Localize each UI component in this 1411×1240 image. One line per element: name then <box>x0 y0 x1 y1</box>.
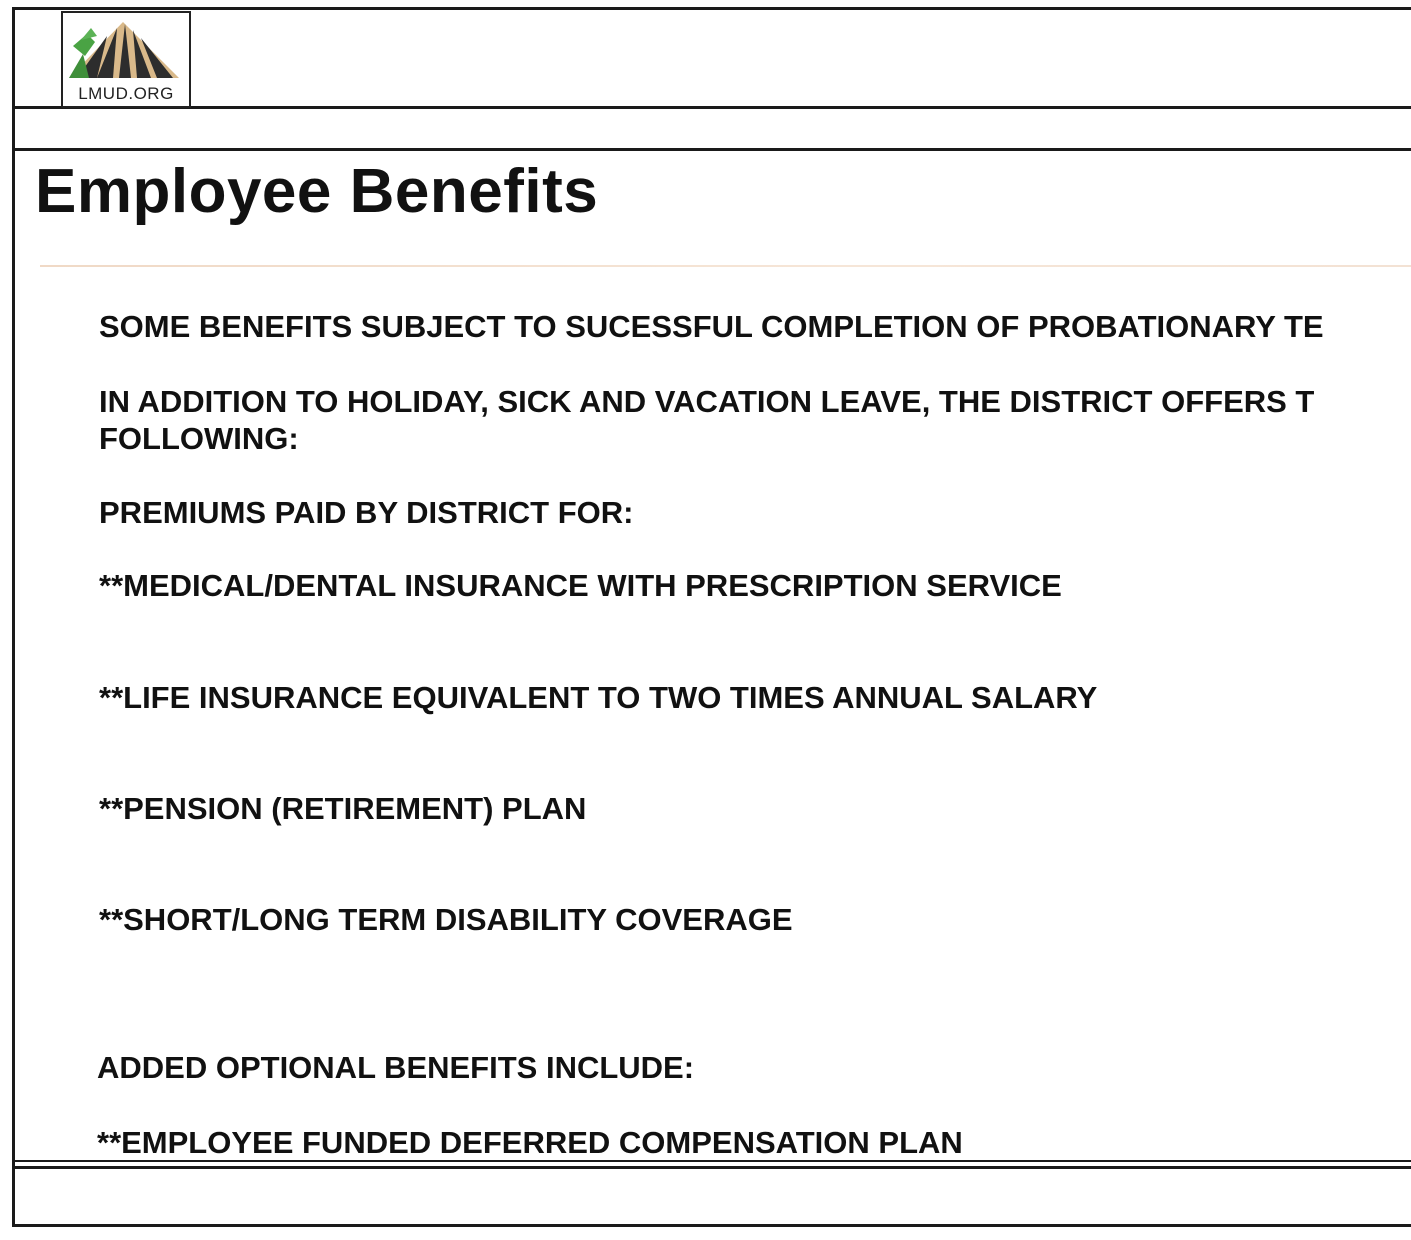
leave-intro-line-2: FOLLOWING: <box>99 421 299 456</box>
premiums-heading: PREMIUMS PAID BY DISTRICT FOR: <box>99 495 634 530</box>
optional-benefits-heading: ADDED OPTIONAL BENEFITS INCLUDE: <box>97 1050 695 1085</box>
title-underline <box>40 265 1411 267</box>
leave-intro-line-1: IN ADDITION TO HOLIDAY, SICK AND VACATION LEAVE, THE DISTRICT OFFERS T <box>99 384 1315 419</box>
benefit-pension: **PENSION (RETIREMENT) PLAN <box>99 791 587 826</box>
title-top-rule <box>12 148 1411 151</box>
logo <box>61 11 191 108</box>
logo-text: LMUD.ORG <box>78 84 174 103</box>
mountain-sunburst-logo-icon <box>67 16 185 84</box>
header-bottom-rule <box>12 106 1411 109</box>
benefit-medical-dental: **MEDICAL/DENTAL INSURANCE WITH PRESCRIPTION SERVICE <box>99 568 1062 603</box>
probation-note: SOME BENEFITS SUBJECT TO SUCESSFUL COMPLETION OF PROBATIONARY TE <box>99 309 1324 344</box>
footer-rule-2 <box>12 1166 1411 1169</box>
benefit-disability: **SHORT/LONG TERM DISABILITY COVERAGE <box>99 902 793 937</box>
benefit-life-insurance: **LIFE INSURANCE EQUIVALENT TO TWO TIMES ANNUAL SALARY <box>99 680 1098 715</box>
page-title: Employee Benefits <box>35 157 599 226</box>
benefit-deferred-compensation: **EMPLOYEE FUNDED DEFERRED COMPENSATION PLAN <box>97 1125 963 1160</box>
